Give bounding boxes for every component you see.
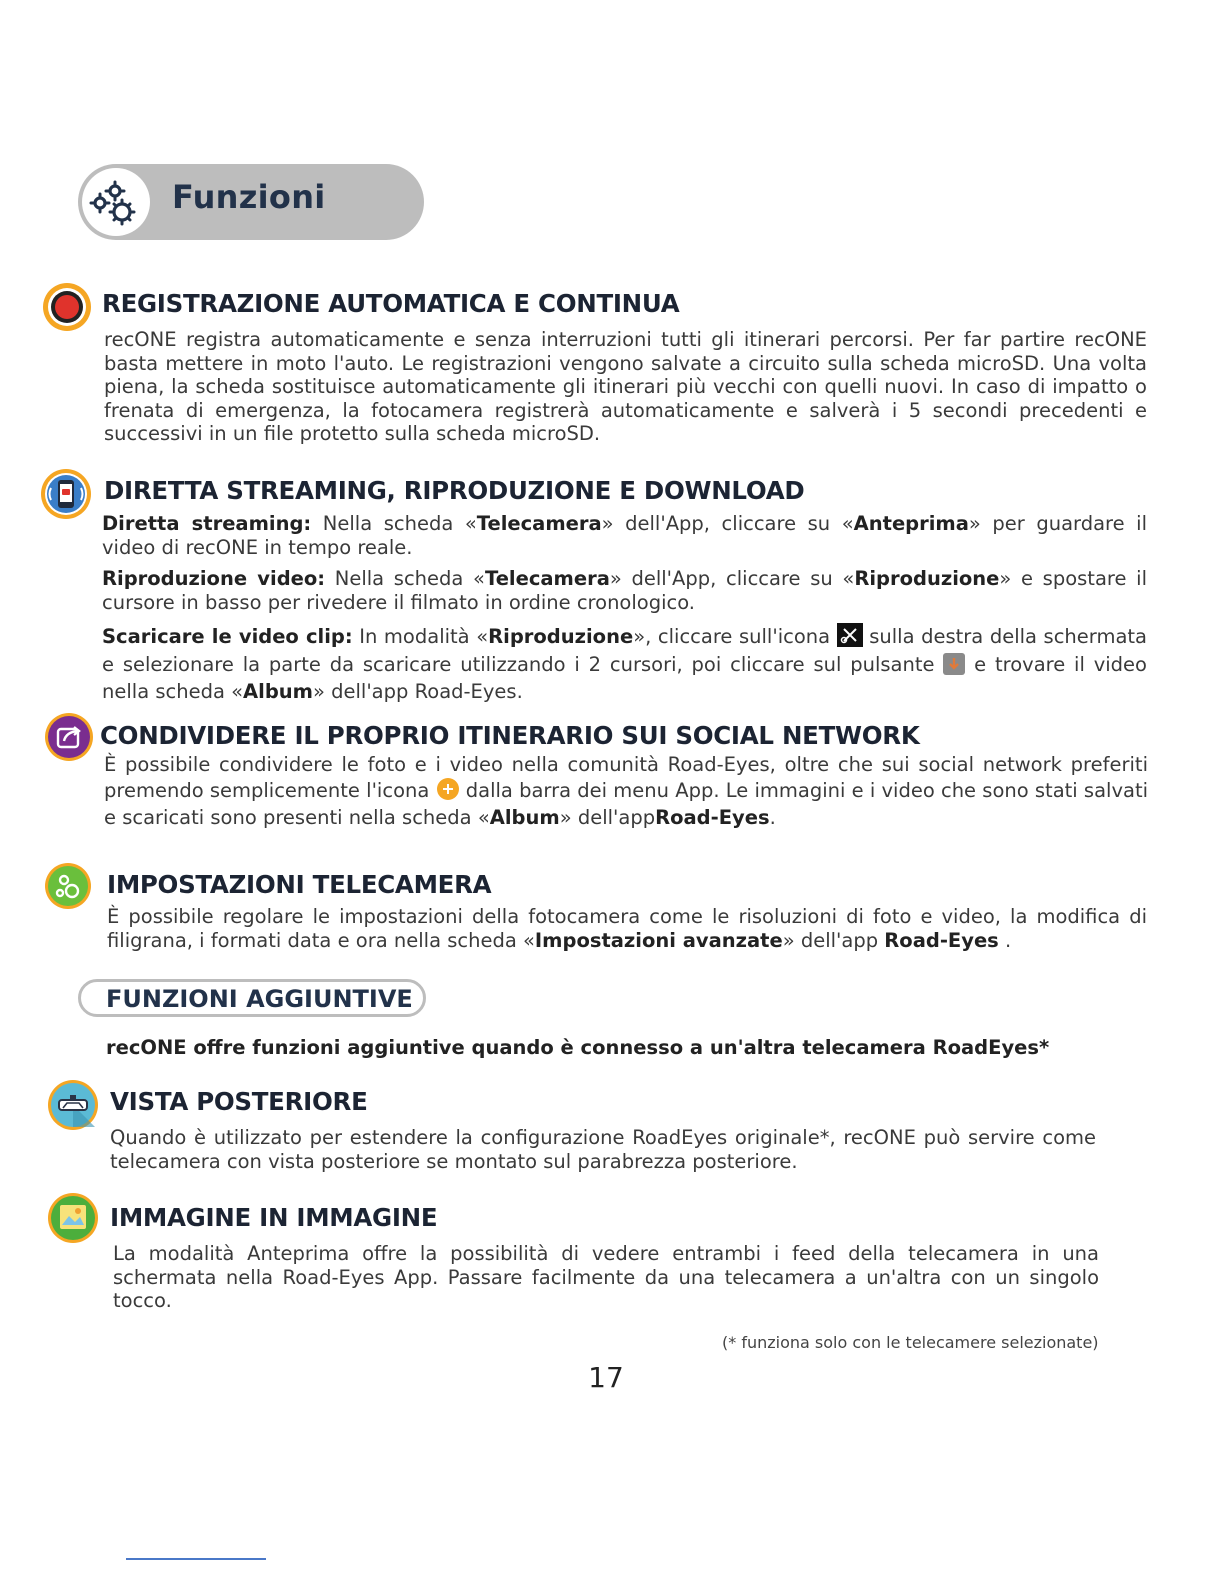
phone-video-icon	[40, 468, 88, 516]
download-icon	[943, 653, 965, 681]
page-number: 17	[588, 1361, 624, 1394]
add-icon	[436, 777, 460, 807]
text: È possibile regolare le impostazioni della fotocamera come le risoluzioni di foto e video, la modifica di filigrana, i formati data e ora nella scheda «	[107, 905, 1147, 952]
paragraph-label: Scaricare le video clip:	[102, 625, 353, 648]
bold-text: Road-Eyes	[655, 806, 770, 829]
text: In modalità «	[352, 625, 489, 648]
paragraph-label: Diretta streaming:	[102, 512, 312, 535]
cut-icon	[837, 623, 863, 653]
section-heading: CONDIVIDERE IL PROPRIO ITINERARIO SUI SOCIAL NETWORK	[100, 721, 920, 750]
text: .	[769, 806, 776, 829]
section-heading: REGISTRAZIONE AUTOMATICA E CONTINUA	[102, 289, 680, 318]
text: Nella scheda «	[325, 567, 485, 590]
text: » dell'App, cliccare su «	[601, 512, 854, 535]
paragraph-label: Riproduzione video:	[102, 567, 326, 590]
footnote: (* funziona solo con le telecamere selezionate)	[722, 1333, 1099, 1352]
section-heading: IMPOSTAZIONI TELECAMERA	[107, 870, 492, 899]
text: e trovare il video nella scheda «	[102, 652, 1147, 703]
bold-text: Road-Eyes	[884, 928, 999, 952]
section-paragraph	[102, 623, 1147, 704]
bold-text: Impostazioni avanzate	[534, 928, 783, 952]
text: » dell'App, cliccare su «	[609, 567, 855, 590]
section-body: Quando è utilizzato per estendere la configurazione RoadEyes originale*, recONE può servire come telecamera con vista posteriore se montato sul parabrezza posteriore.	[110, 1126, 1096, 1173]
text: dalla barra dei menu App. Le immagini e i video che sono stati salvati e scaricati sono presenti nella scheda «	[104, 778, 1149, 829]
bold-text: Riproduzione	[854, 567, 1000, 590]
section-body: La modalità Anteprima offre la possibilità di vedere entrambi i feed della telecamera in una schermata nella Road-Eyes App. Passare facilmente da una telecamera a un'altra con un singolo tocco.	[113, 1242, 1099, 1312]
section-paragraph	[102, 567, 1147, 614]
subsection-lead: recONE offre funzioni aggiuntive quando è connesso a un'altra telecamera RoadEyes*	[106, 1036, 1050, 1059]
section-body	[104, 753, 1148, 830]
gears-icon	[82, 168, 150, 236]
bold-text: Telecamera	[476, 512, 602, 535]
section-body: recONE registra automaticamente e senza interruzioni tutti gli itinerari percorsi. Per far partire recONE basta mettere in moto l'auto. Le registrazioni vengono salvate a circuito sulla scheda microSD. Una volta piena, la scheda sostituisce automaticamente gli itinerari più vecchi con quelli nuovi. In caso di impatto o frenata di emergenza, la fotocamera registrerà automaticamente e salverà i 5 secondi precedenti e successivi in un file protetto sulla scheda microSD.	[104, 328, 1147, 445]
section-heading: IMMAGINE IN IMMAGINE	[110, 1203, 438, 1232]
rear-mirror-icon	[47, 1079, 95, 1127]
share-icon	[44, 712, 92, 760]
record-icon	[42, 282, 90, 330]
section-heading: DIRETTA STREAMING, RIPRODUZIONE E DOWNLOAD	[104, 476, 805, 505]
text: .	[998, 928, 1012, 952]
bold-text: Telecamera	[484, 567, 610, 590]
text: È possibile condividere le foto e i video nella comunità Road-Eyes, oltre che sui social network preferiti premendo semplicemente l'icona	[104, 753, 1148, 802]
section-paragraph	[102, 512, 1147, 559]
page-title: Funzioni	[172, 178, 326, 216]
section-body	[107, 905, 1147, 952]
text: », cliccare sull'icona	[633, 625, 837, 648]
bold-text: Album	[489, 806, 560, 829]
bold-text: Album	[243, 680, 313, 703]
picture-in-picture-icon	[47, 1192, 95, 1240]
settings-icon	[44, 862, 92, 910]
text: » e spostare il cursore in basso per rivedere il filmato in ordine cronologico.	[102, 567, 1147, 614]
text: sulla destra della schermata e selezionare la parte da scaricare utilizzando i 2 cursori, poi cliccare sul pulsante	[102, 625, 1147, 676]
header-icon-circle	[82, 168, 150, 236]
bold-text: Anteprima	[853, 512, 969, 535]
text: » per guardare il video di recONE in tempo reale.	[102, 512, 1148, 559]
text: » dell'app	[782, 928, 885, 952]
text: » dell'app	[559, 806, 656, 829]
section-heading: VISTA POSTERIORE	[110, 1087, 368, 1116]
text: Nella scheda «	[311, 512, 477, 535]
footer-line	[126, 1558, 266, 1560]
text: » dell'app Road-Eyes.	[312, 680, 523, 703]
subsection-title: FUNZIONI AGGIUNTIVE	[106, 985, 413, 1013]
bold-text: Riproduzione	[488, 625, 634, 648]
